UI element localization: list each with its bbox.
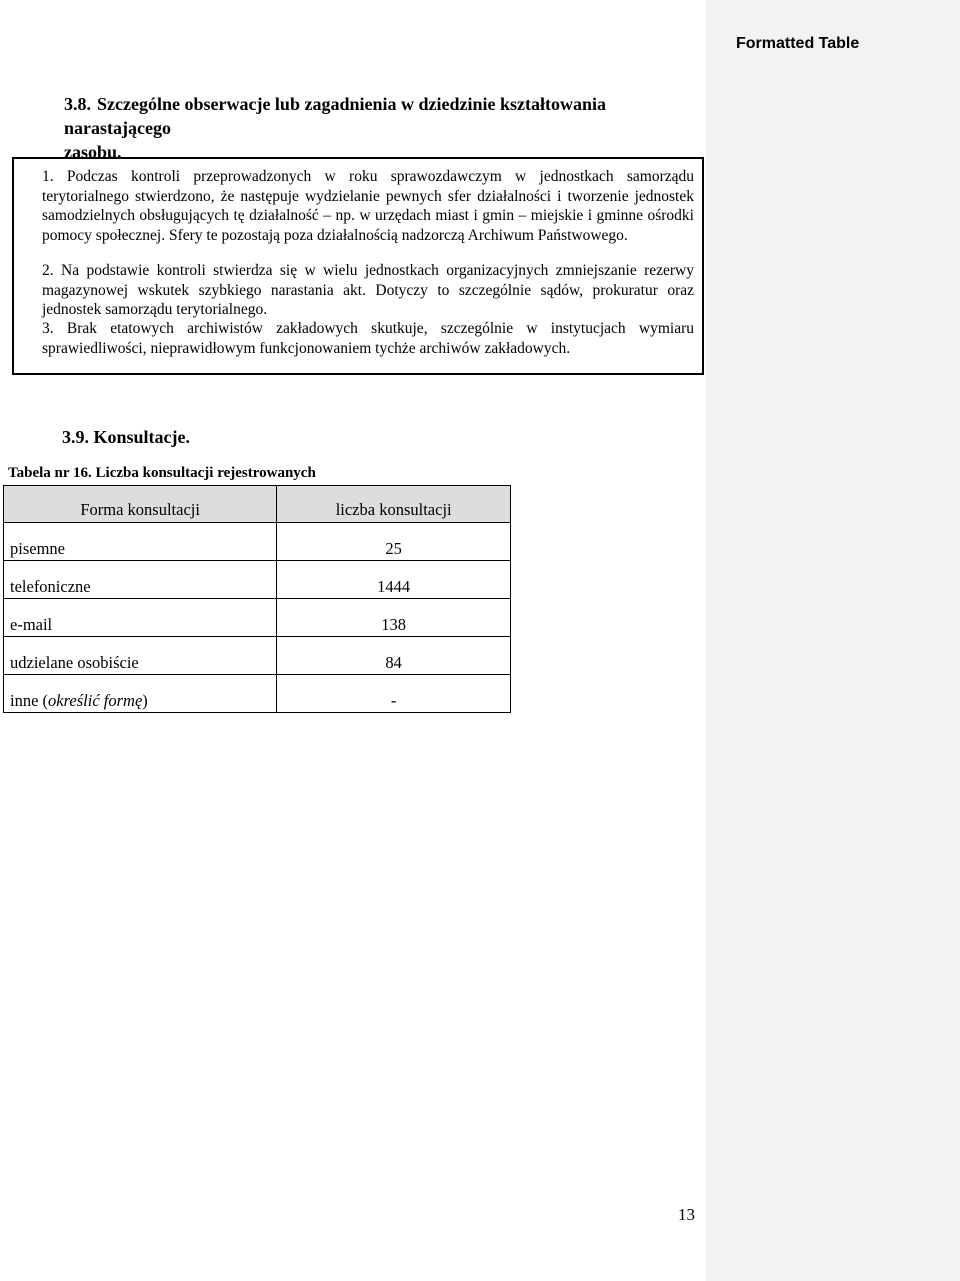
table-row: [4, 561, 511, 599]
page-number: 13: [678, 1205, 695, 1224]
row-value: -: [277, 675, 511, 713]
header-count: liczba konsultacji: [277, 486, 511, 523]
row-value: 84: [277, 637, 511, 675]
row-value: 138: [277, 599, 511, 637]
row-value: 1444: [277, 561, 511, 599]
row-label: telefoniczne: [4, 561, 277, 599]
table-row: [4, 637, 511, 675]
label-suffix: ): [142, 691, 148, 710]
table-caption: Tabela nr 16. Liczba konsultacji rejestrowanych: [8, 465, 316, 481]
table-header-row: [4, 486, 511, 523]
observation-2: 2. Na podstawie kontroli stwierdza się w wielu jednostkach organizacyjnych zmniejszanie rezerwy magazynowej wskutek szybkiego narastania akt. Dotyczy to szczególnie sądów, prokuratur oraz jednostek samorządu terytorialnego.: [42, 262, 694, 318]
header-form: Forma konsultacji: [4, 486, 277, 523]
section-number: 3.8.: [64, 94, 91, 114]
table-row: [4, 599, 511, 637]
row-label: e-mail: [4, 599, 277, 637]
observation-1: 1. Podczas kontroli przeprowadzonych w roku sprawozdawczym w jednostkach samorządu terytorialnego stwierdzono, że następuje wydzielanie pewnych sfer działalności i tworzenie jednostek samodzielnych obsługujących tę działalność – np. w urzędach miast i gmin – miejskie i gminne ośrodki pomocy społecznej. Sfery te pozostają poza działalnością nadzorczą Archiwum Państwowego.: [42, 168, 694, 244]
row-value: 25: [277, 523, 511, 561]
section-title: Szczególne obserwacje lub zagadnienia w dziedzinie kształtowania narastającego: [64, 94, 606, 138]
comment-sidebar: [706, 0, 960, 1281]
row-label: udzielane osobiście: [4, 637, 277, 675]
table-row: [4, 523, 511, 561]
section-3-9-heading: 3.9. Konsultacje.: [62, 427, 190, 447]
label-prefix: inne (: [10, 691, 49, 710]
label-italic: określić formę: [48, 691, 143, 710]
row-label: [4, 675, 277, 713]
observations-box: [12, 157, 704, 375]
observation-3: 3. Brak etatowych archiwistów zakładowych skutkuje, szczególnie w instytucjach wymiaru sprawiedliwości, nieprawidłowym funkcjonowaniem tychże archiwów zakładowych.: [42, 320, 694, 357]
section-3-8-heading: [64, 92, 704, 164]
formatted-table-label: Formatted Table: [736, 35, 860, 52]
consultations-table: [3, 485, 511, 713]
section-title-cont: zasobu.: [64, 142, 122, 162]
table-row: [4, 675, 511, 713]
row-label: pisemne: [4, 523, 277, 561]
